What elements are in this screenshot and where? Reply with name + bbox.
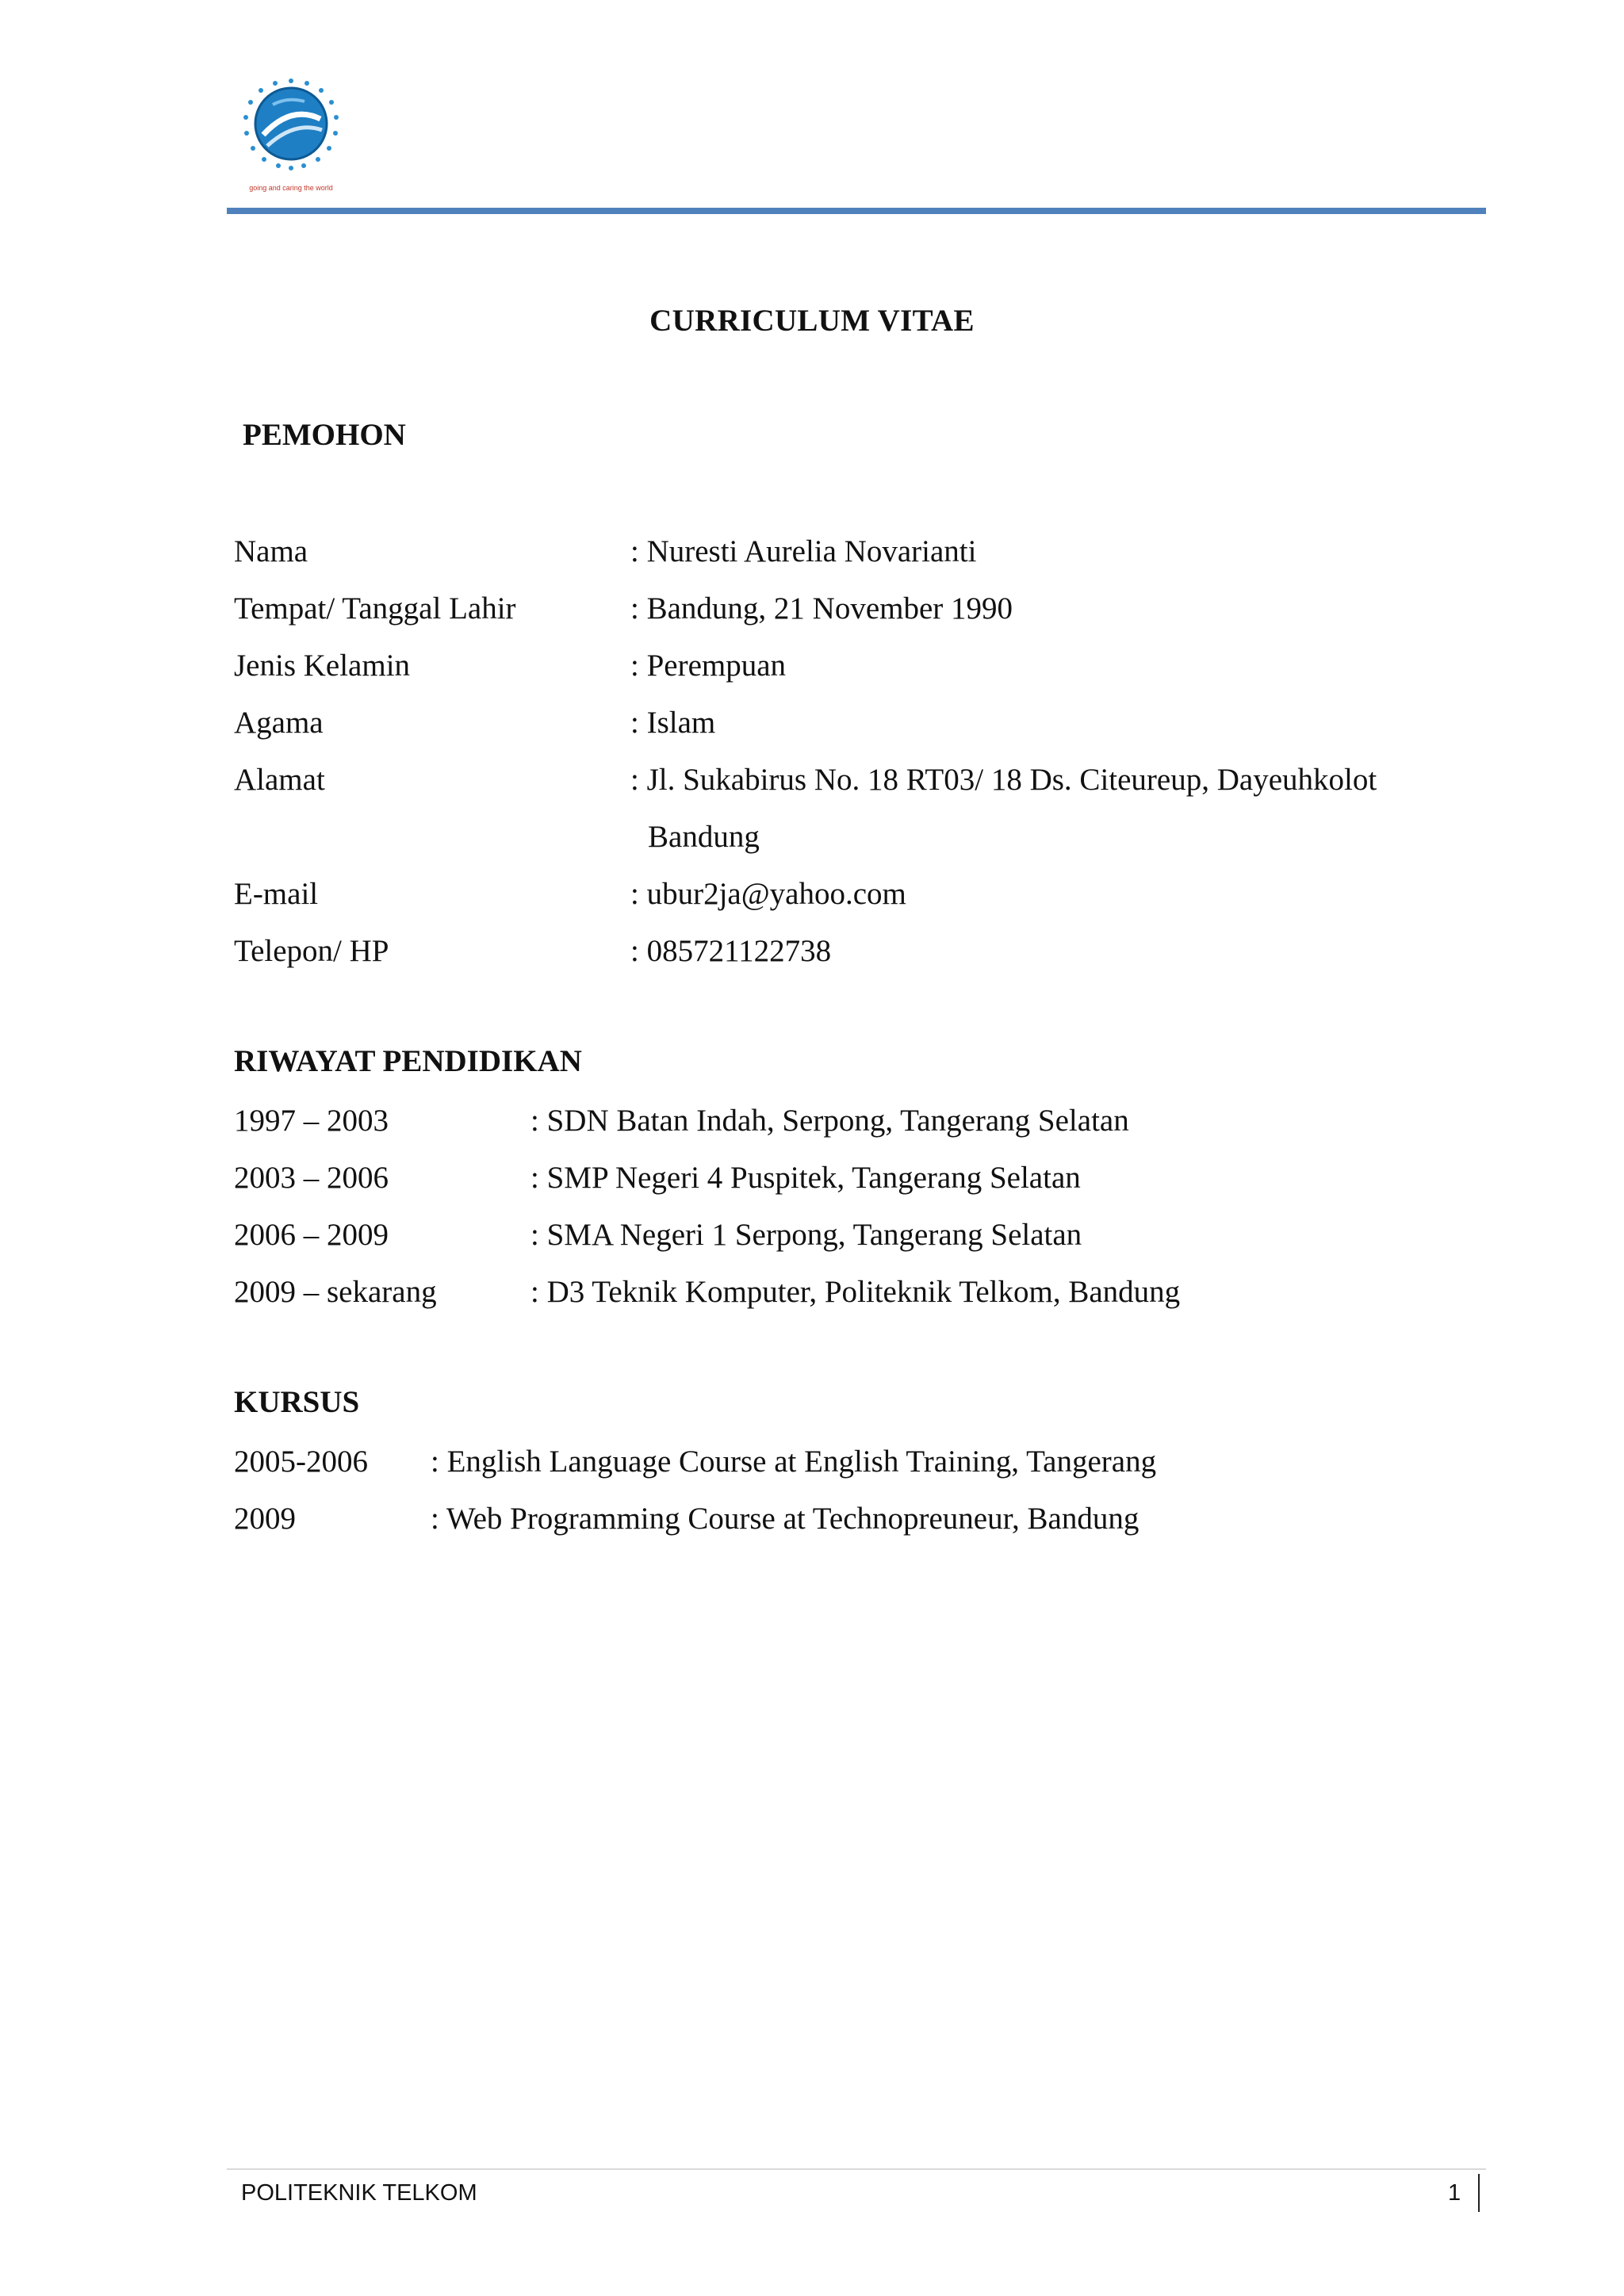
education-school: : SDN Batan Indah, Serpong, Tangerang Selatan [530, 1104, 1129, 1138]
course-name: : English Language Course at English Training, Tangerang [431, 1445, 1157, 1479]
info-label: Agama [234, 706, 324, 740]
course-period: 2005-2006 [234, 1445, 368, 1479]
education-school: : SMP Negeri 4 Puspitek, Tangerang Selatan [530, 1161, 1081, 1195]
section-heading-pendidikan: RIWAYAT PENDIDIKAN [234, 1044, 582, 1078]
education-period: 2009 – sekarang [234, 1275, 437, 1309]
info-value: : Nuresti Aurelia Novarianti [630, 534, 977, 568]
info-label: Alamat [234, 763, 325, 797]
section-heading-kursus: KURSUS [234, 1385, 360, 1419]
header-rule [227, 208, 1486, 214]
page-number: 1 [1448, 2180, 1461, 2206]
info-value: Bandung [648, 820, 760, 854]
education-school: : D3 Teknik Komputer, Politeknik Telkom, Bandung [530, 1275, 1181, 1309]
info-value: : Jl. Sukabirus No. 18 RT03/ 18 Ds. Citeureup, Dayeuhkolot [630, 763, 1377, 797]
globe-logo-icon [232, 73, 350, 200]
info-value: : 085721122738 [630, 934, 832, 968]
logo-tagline: going and caring the world [249, 184, 333, 192]
politeknik-telkom-logo [232, 73, 350, 200]
info-label: Tempat/ Tanggal Lahir [234, 591, 516, 626]
course-name: : Web Programming Course at Technopreuneur, Bandung [431, 1502, 1139, 1536]
education-period: 1997 – 2003 [234, 1104, 389, 1138]
education-period: 2003 – 2006 [234, 1161, 389, 1195]
course-period: 2009 [234, 1502, 296, 1536]
info-value: : ubur2ja@yahoo.com [630, 877, 906, 911]
section-heading-pemohon: PEMOHON [243, 418, 406, 452]
education-period: 2006 – 2009 [234, 1218, 389, 1252]
footer-divider [1478, 2174, 1480, 2212]
info-value: : Perempuan [630, 649, 787, 683]
info-label: Telepon/ HP [234, 934, 389, 968]
info-label: Nama [234, 534, 308, 568]
footer-rule [227, 2168, 1486, 2170]
info-value: : Islam [630, 706, 716, 740]
footer-institution: POLITEKNIK TELKOM [241, 2180, 477, 2206]
education-school: : SMA Negeri 1 Serpong, Tangerang Selatan [530, 1218, 1082, 1252]
info-label: E-mail [234, 877, 319, 911]
info-label: Jenis Kelamin [234, 649, 411, 683]
document-title: CURRICULUM VITAE [649, 304, 975, 338]
info-value: : Bandung, 21 November 1990 [630, 591, 1013, 626]
